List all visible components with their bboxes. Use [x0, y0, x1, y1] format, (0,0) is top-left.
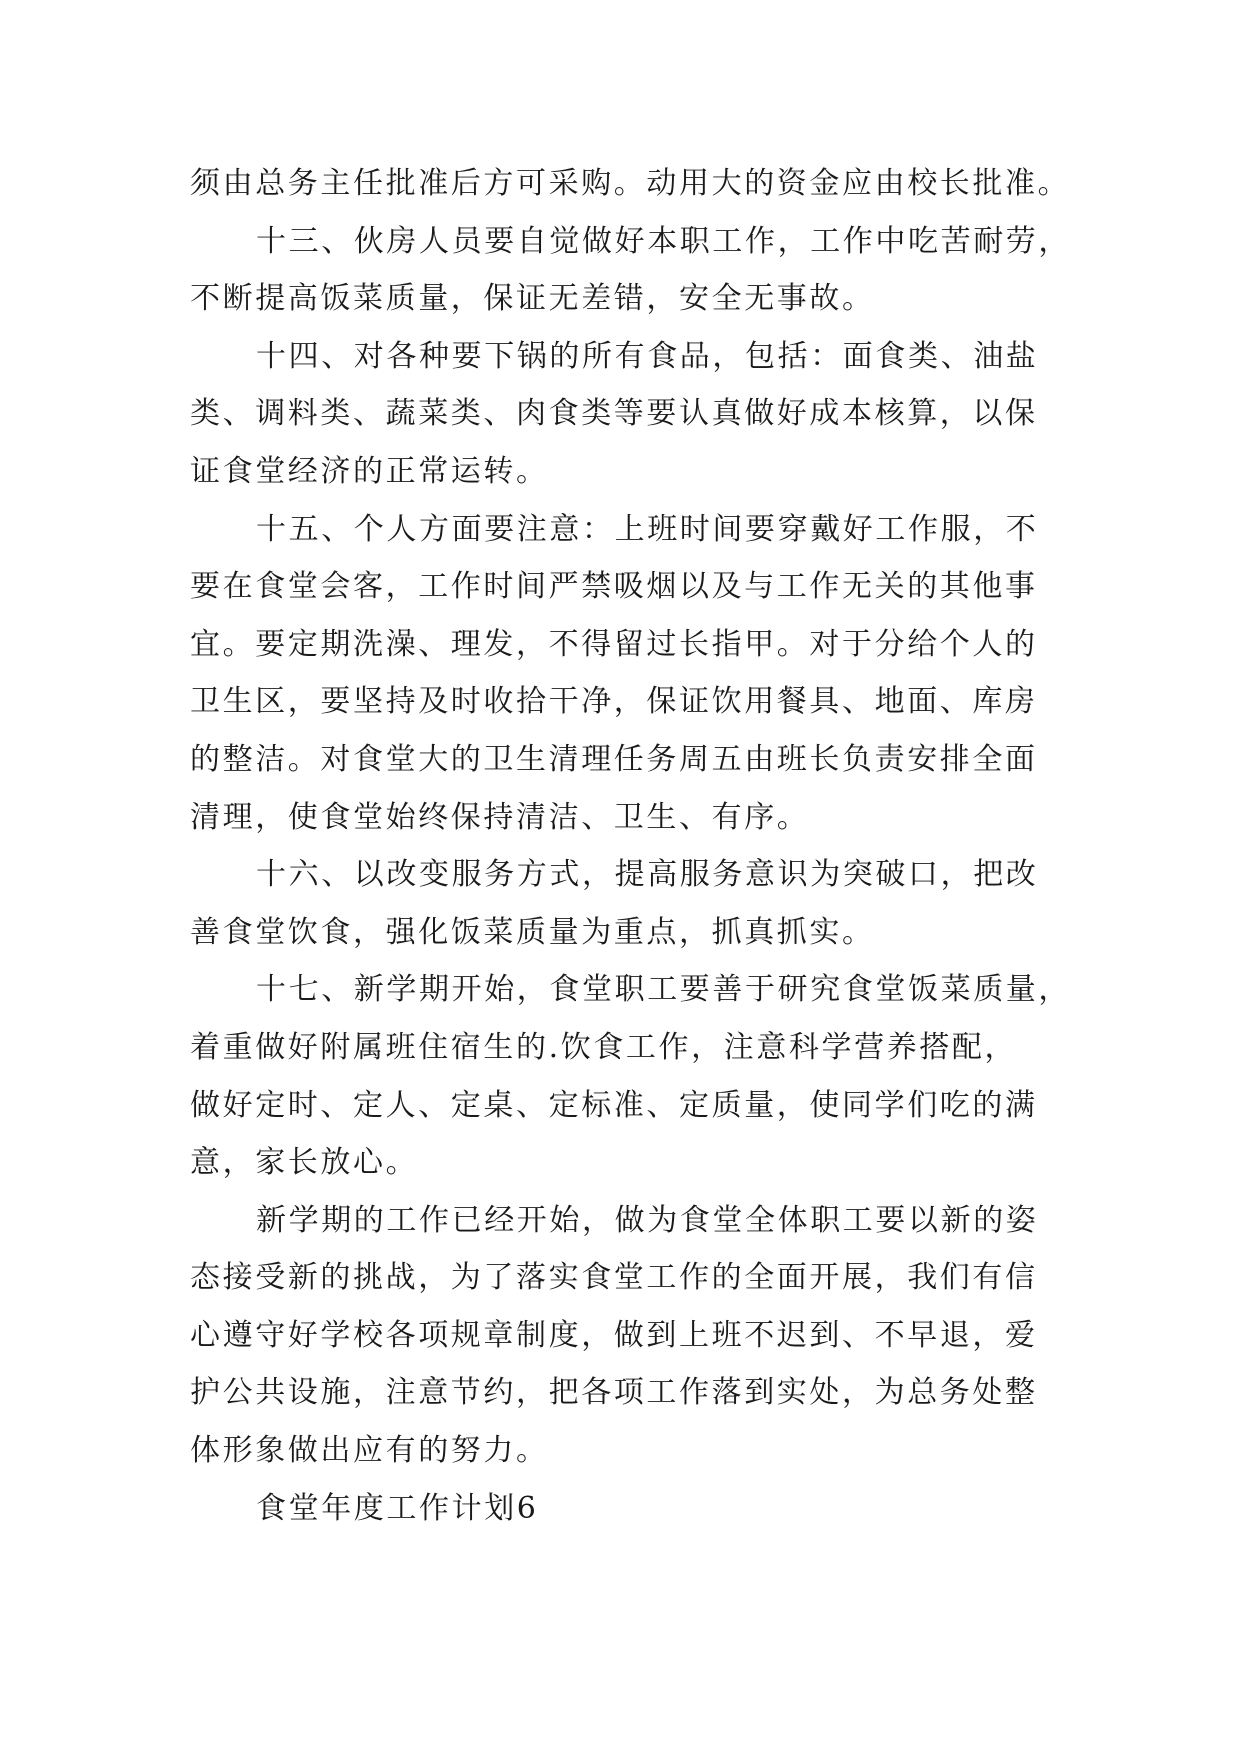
- paragraph-line: 善食堂饮食，强化饭菜质量为重点，抓真抓实。: [190, 914, 875, 950]
- paragraph-line: 清理，使食堂始终保持清洁、卫生、有序。: [190, 799, 810, 835]
- paragraph-first-line: 十五、个人方面要注意：上班时间要穿戴好工作服，不: [256, 511, 1039, 547]
- paragraph-line: 卫生区，要坚持及时收拾干净，保证饮用餐具、地面、库房: [190, 684, 1038, 720]
- paragraph-line: 类、调料类、蔬菜类、肉食类等要认真做好成本核算，以保: [190, 396, 1038, 432]
- paragraph-line: 不断提高饭菜质量，保证无差错，安全无事故。: [190, 281, 875, 317]
- paragraph-line: 意，家长放心。: [190, 1145, 419, 1181]
- paragraph-line: 体形象做出应有的努力。: [190, 1433, 549, 1469]
- paragraph-first-line: 新学期的工作已经开始，做为食堂全体职工要以新的姿: [256, 1202, 1039, 1238]
- paragraph-first-line: 十三、伙房人员要自觉做好本职工作，工作中吃苦耐劳，: [256, 223, 1071, 259]
- paragraph-line: 要在食堂会客，工作时间严禁吸烟以及与工作无关的其他事: [190, 569, 1038, 605]
- document-body: [190, 155, 1071, 1537]
- paragraph-line: 宜。要定期洗澡、理发，不得留过长指甲。对于分给个人的: [190, 626, 1038, 662]
- paragraph-line: 做好定时、定人、定桌、定标准、定质量，使同学们吃的满: [190, 1087, 1038, 1123]
- paragraph-line: 态接受新的挑战，为了落实食堂工作的全面开展，我们有信: [190, 1260, 1038, 1296]
- paragraph-first-line: 十四、对各种要下锅的所有食品，包括：面食类、油盐: [256, 338, 1039, 374]
- paragraph-first-line: 十七、新学期开始，食堂职工要善于研究食堂饭菜质量，: [256, 972, 1071, 1008]
- paragraph-first-line: 食堂年度工作计划6: [256, 1490, 539, 1526]
- paragraph-line: 须由总务主任批准后方可采购。动用大的资金应由校长批准。: [190, 166, 1071, 201]
- paragraph-line: 护公共设施，注意节约，把各项工作落到实处，为总务处整: [190, 1375, 1038, 1411]
- paragraph-first-line: 十六、以改变服务方式，提高服务意识为突破口，把改: [256, 857, 1039, 893]
- paragraph-line: 心遵守好学校各项规章制度，做到上班不迟到、不早退，爱: [190, 1317, 1038, 1353]
- paragraph-line: 着重做好附属班住宿生的.饮食工作，注意科学营养搭配，: [190, 1029, 1018, 1065]
- paragraph-line: 的整洁。对食堂大的卫生清理任务周五由班长负责安排全面: [190, 741, 1038, 777]
- paragraph-line: 证食堂经济的正常运转。: [190, 453, 549, 489]
